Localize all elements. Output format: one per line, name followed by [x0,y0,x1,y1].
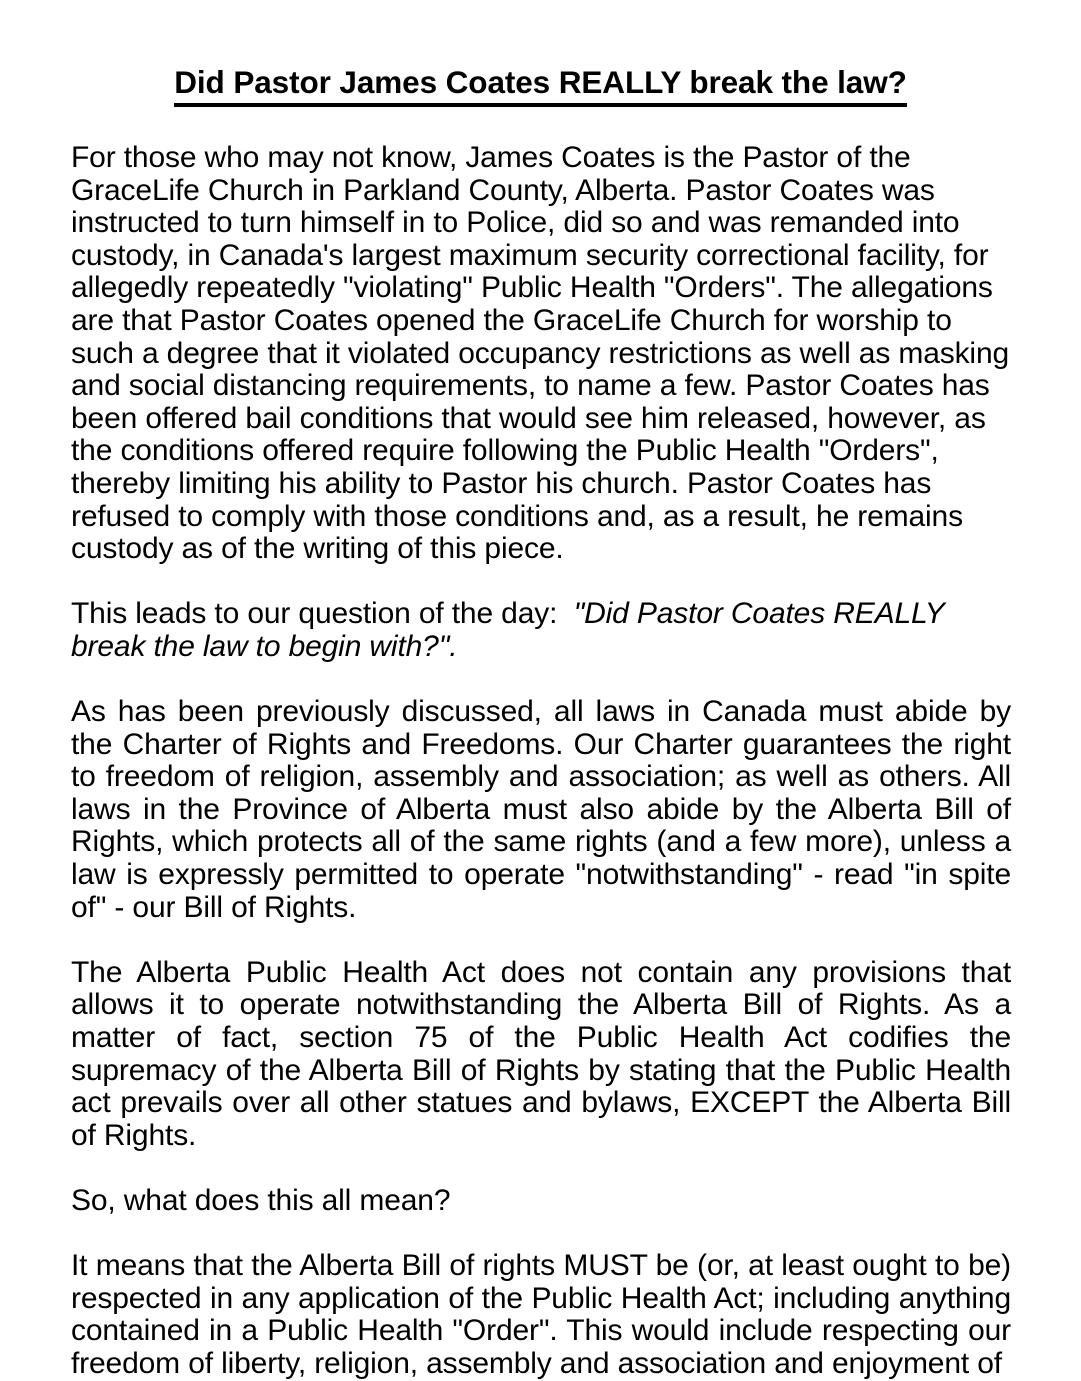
paragraph-so-what: So, what does this all mean? [71,1184,451,1217]
paragraph-charter: As has been previously discussed, all laws in Canada must abide by the Charter of Rights and Freedoms. Our Charter guarantees the right to freedom of religion, assembly and association; as well as others. All laws in the Province of Alberta must also abide by the Alberta Bill of Rights, which protects all of the same rights (and a few more), unless a law is expressly permitted to operate "notwithstanding" - read "in spite of" - our Bill of Rights. [71,695,1011,924]
paragraph-public-health-act: The Alberta Public Health Act does not contain any provisions that allows it to operate notwithstanding the Alberta Bill of Rights. As a matter of fact, section 75 of the Public Health Act codifies the supremacy of the Alberta Bill of Rights by stating that the Public Health act prevails over all other statues and bylaws, EXCEPT the Alberta Bill of Rights. [71,955,1011,1152]
question-italic-quote: "Did Pastor Coates REALLY break the law to begin with?". [71,597,945,663]
page-title [0,63,1081,107]
question-lead-text: This leads to our question of the day: [71,597,558,631]
paragraph-it-means: It means that the Alberta Bill of rights MUST be (or, at least ought to be) respected in any application of the Public Health Act; including anything contained in a Public Health "Order". This would include respecting our freedom of liberty, religion, assembly and association and enjoyment of [71,1249,1011,1380]
document-body [71,142,1011,1381]
paragraph-intro: For those who may not know, James Coates is the Pastor of the GraceLife Church in Parkland County, Alberta. Pastor Coates was instructed to turn himself in to Police, did so and was remanded into custody, in Canada's largest maximum security correctional facility, for allegedly repeatedly "violating" Public Health "Orders". The allegations are that Pastor Coates opened the GraceLife Church for worship to such a degree that it violated occupancy restrictions as well as masking and social distancing requirements, to name a few. Pastor Coates has been offered bail conditions that would see him released, however, as the conditions offered require following the Public Health "Orders", thereby limiting his ability to Pastor his church. Pastor Coates has refused to comply with those conditions and, as a result, he remains custody as of the writing of this piece. [71,141,1010,566]
question-gap [557,597,573,630]
page-title-text: Did Pastor James Coates REALLY break the law? [174,63,907,107]
paragraph-question [71,598,1011,663]
